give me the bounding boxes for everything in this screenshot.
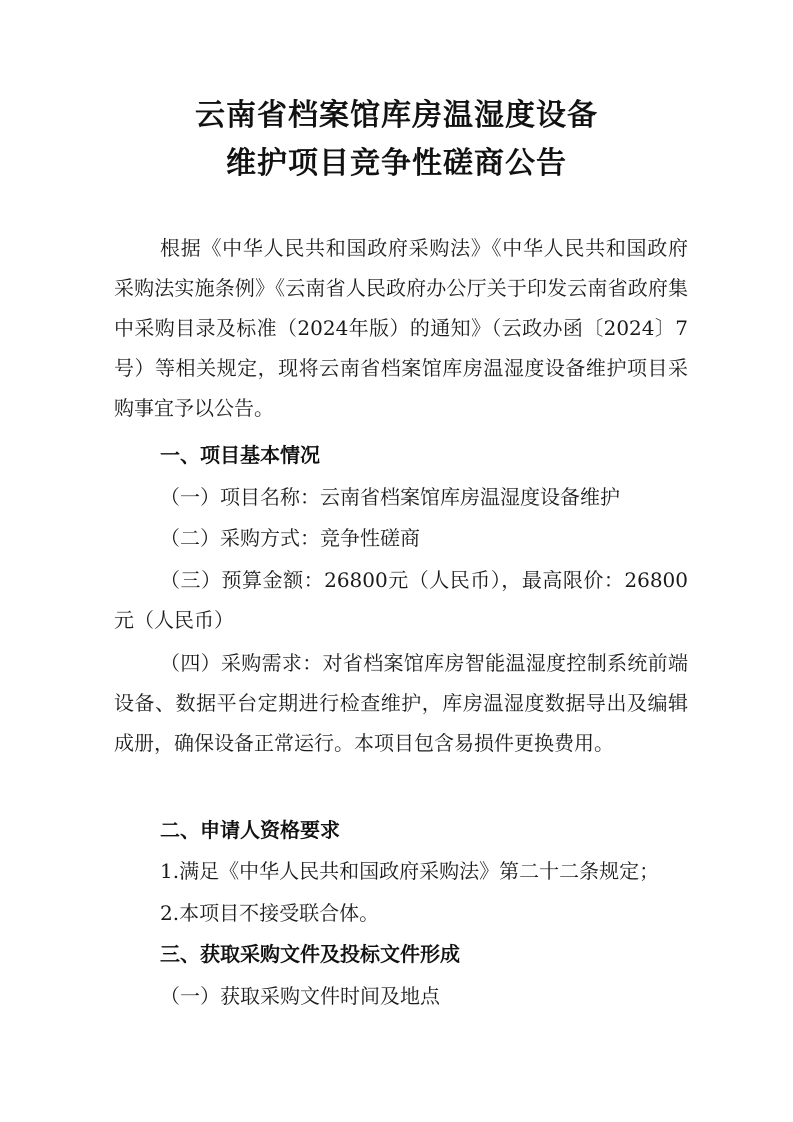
project-name-item: （一）项目名称：云南省档案馆库房温湿度设备维护 <box>160 485 620 509</box>
qualification-item-2: 2.本项目不接受联合体。 <box>160 901 380 925</box>
document-title-line-1: 云南省档案馆库房温湿度设备 <box>195 98 598 133</box>
subsection-document-time-location: （一）获取采购文件时间及地点 <box>160 984 440 1008</box>
qualification-item-1: 1.满足《中华人民共和国政府采购法》第二十二条规定； <box>160 859 660 883</box>
intro-paragraph: 根据《中华人民共和国政府采购法》《中华人民共和国政府采购法实施条例》《云南省人民政府办公厅关于印发云南省政府集中采购目录及标准（2024年版）的通知》（云政办函〔2024〕7号）等相关规定，现将云南省档案馆库房温湿度设备维护项目采购事宜予以公告。 <box>114 236 688 420</box>
budget-amount-item: （三）预算金额：26800元（人民币），最高限价：26800元（人民币） <box>114 568 688 632</box>
section-heading-documents: 三、获取采购文件及投标文件形成 <box>160 942 460 966</box>
procurement-method-item: （二）采购方式：竞争性磋商 <box>160 526 420 550</box>
document-title-line-2: 维护项目竞争性磋商公告 <box>226 146 567 181</box>
section-heading-basic-info: 一、项目基本情况 <box>160 443 320 467</box>
section-heading-qualification: 二、申请人资格要求 <box>160 818 340 842</box>
procurement-requirement-item: （四）采购需求：对省档案馆库房智能温湿度控制系统前端设备、数据平台定期进行检查维护，库房温湿度数据导出及编辑成册，确保设备正常运行。本项目包含易损件更换费用。 <box>114 651 688 755</box>
